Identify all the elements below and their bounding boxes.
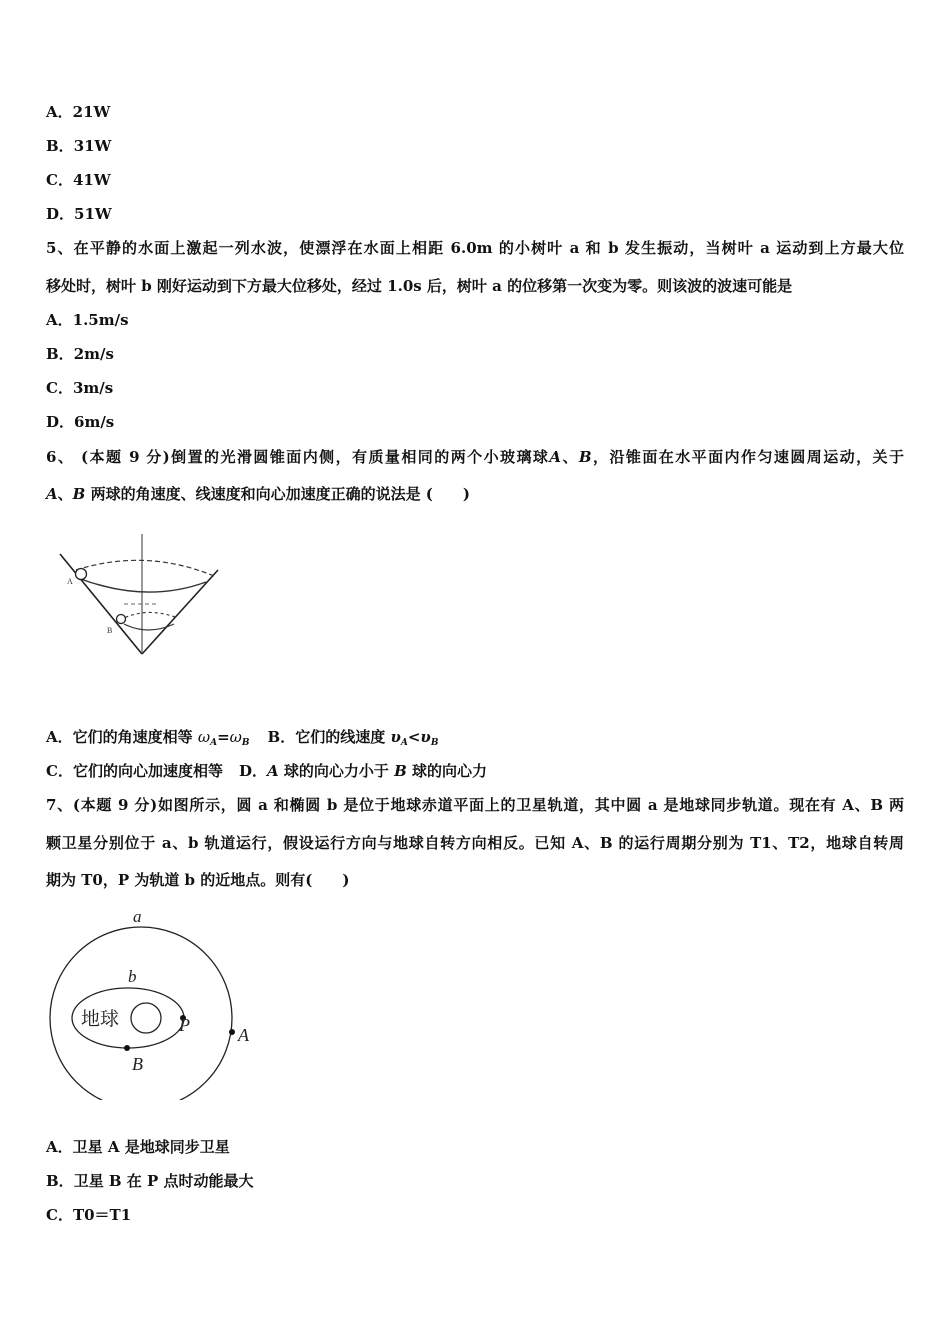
orbit-figure [40,900,270,1100]
q4-option-d: D．51W [46,205,112,223]
satellite-b-label: B [132,1054,143,1074]
earth-label: 地球 [81,1009,120,1030]
q5-stem-line2: 移处时，树叶 b 刚好运动到下方最大位移处，经过 1.0s 后，树叶 a 的位移第一次变为零。则该波的波速可能是 [46,277,793,295]
cone-label-a: A [67,577,73,586]
q5-stem-line1: 5、在平静的水面上激起一列水波，使漂浮在水面上相距 6.0m 的小树叶 a 和 b 发生振动，当树叶 a 运动到上方最大位 [46,239,904,257]
point-p-label: P [179,1015,190,1035]
q5-option-d: D．6m/s [46,413,115,431]
q7-option-b: B．卫星 B 在 P 点时动能最大 [46,1172,254,1190]
q5-option-c: C．3m/s [46,379,114,397]
q7-stem-line2: 颗卫星分别位于 a、b 轨道运行，假设运行方向与地球自转方向相反。已知 A、B 的运行周期分别为 T1、T2，地球自转周 [46,834,904,852]
q7-option-a: A．卫星 A 是地球同步卫星 [46,1138,230,1156]
q7-option-c: C．T0＝T1 [46,1206,132,1224]
q6-stem-line1: 6、 (本题 9 分)倒置的光滑圆锥面内侧，有质量相同的两个小玻璃球A、B，沿锥面在水平面内作匀速圆周运动，关于 [46,448,904,466]
orbit-label-b: b [128,967,137,986]
q4-option-c: C．41W [46,171,111,189]
satellite-a-label: A [238,1025,249,1045]
q5-option-a: A．1.5m/s [46,311,129,329]
cone-label-b: B [107,626,113,635]
q6-stem-line2: A、B 两球的角速度、线速度和向心加速度正确的说法是 ( ) [46,485,470,503]
q6-options-cd: C．它们的向心加速度相等 D．A 球的向心力小于 B 球的向心力 [46,762,487,780]
orbit-label-a: a [133,907,142,926]
q4-option-a: A．21W [46,103,111,121]
q5-option-b: B．2m/s [46,345,114,363]
q6-options-ab: A．它们的角速度相等 $\omega_A=\omega_B$ B．它们的线速度 $\upsilon_A<\upsilon_B$ [46,728,439,748]
cone-figure [56,532,226,662]
q7-stem-line1: 7、(本题 9 分)如图所示，圆 a 和椭圆 b 是位于地球赤道平面上的卫星轨道，其中圆 a 是地球同步轨道。现在有 A、B 两 [46,796,904,814]
q4-option-b: B．31W [46,137,112,155]
q7-stem-line3: 期为 T0，P 为轨道 b 的近地点。则有( ) [46,871,350,889]
